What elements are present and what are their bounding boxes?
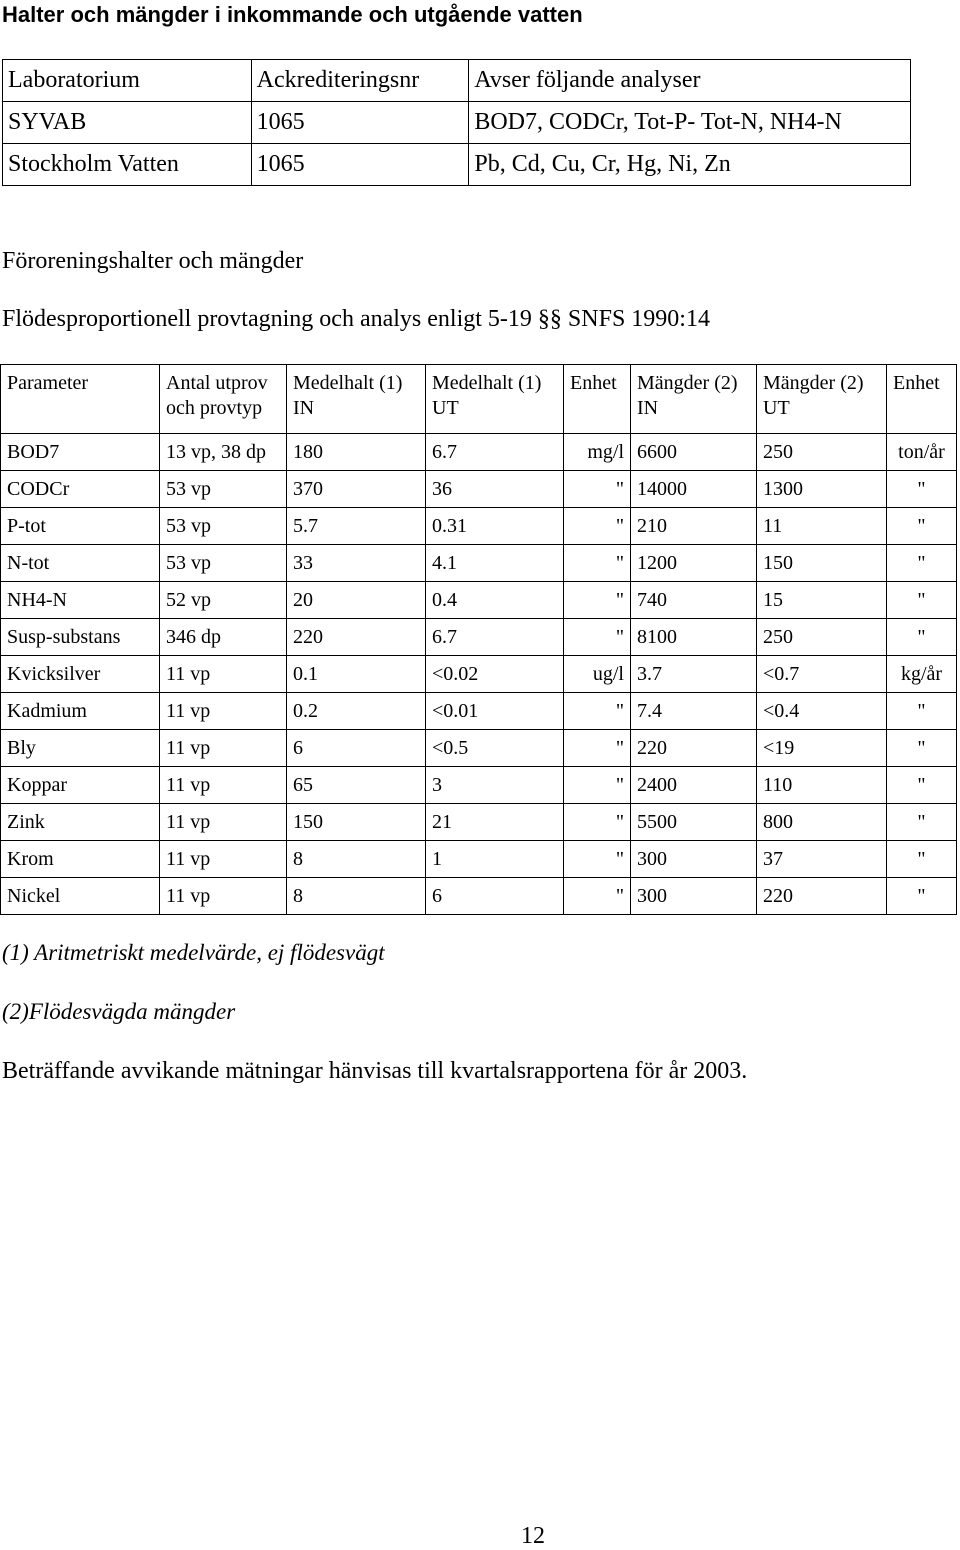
table-cell: 370 xyxy=(287,471,426,508)
method-description: Flödesproportionell provtagning och analys enligt 5-19 §§ SNFS 1990:14 xyxy=(2,306,710,332)
column-header-line: Antal utprov xyxy=(166,372,268,394)
table-cell: 14000 xyxy=(631,471,757,508)
table-cell: 11 vp xyxy=(160,767,287,804)
column-header-line: Medelhalt (1) xyxy=(432,372,542,394)
table-cell: 800 xyxy=(757,804,887,841)
table-cell: " xyxy=(564,471,631,508)
page-title: Halter och mängder i inkommande och utgående vatten xyxy=(2,2,583,27)
table-cell: 0.4 xyxy=(426,582,564,619)
table-cell: 1200 xyxy=(631,545,757,582)
table-cell: " xyxy=(887,619,957,656)
table-cell: CODCr xyxy=(1,471,160,508)
column-header-line: Enhet xyxy=(570,372,617,394)
table-cell: " xyxy=(564,619,631,656)
table-cell: 150 xyxy=(757,545,887,582)
table-cell: <0.5 xyxy=(426,730,564,767)
table-cell: 11 vp xyxy=(160,693,287,730)
table-cell: 6.7 xyxy=(426,619,564,656)
table-cell: " xyxy=(887,693,957,730)
column-header: Avser följande analyser xyxy=(469,60,911,102)
footnote-2: (2)Flödesvägda mängder xyxy=(2,999,236,1024)
column-header xyxy=(160,365,287,434)
table-row xyxy=(1,767,957,804)
table-cell: Kadmium xyxy=(1,693,160,730)
column-header xyxy=(564,365,631,434)
column-header xyxy=(631,365,757,434)
table-cell: " xyxy=(887,804,957,841)
table-cell: " xyxy=(564,767,631,804)
table-cell: 0.2 xyxy=(287,693,426,730)
table-row xyxy=(1,656,957,693)
table-row xyxy=(3,144,911,186)
column-header: Laboratorium xyxy=(3,60,252,102)
table-cell: 11 xyxy=(757,508,887,545)
table-cell: " xyxy=(564,693,631,730)
table-cell: NH4-N xyxy=(1,582,160,619)
table-row xyxy=(1,471,957,508)
table-cell: 7.4 xyxy=(631,693,757,730)
column-header xyxy=(287,365,426,434)
column-header-line: Medelhalt (1) xyxy=(293,372,403,394)
table-cell: ton/år xyxy=(887,434,957,471)
table-row xyxy=(1,582,957,619)
table-cell: 346 dp xyxy=(160,619,287,656)
table-cell: mg/l xyxy=(564,434,631,471)
table-cell: N-tot xyxy=(1,545,160,582)
table-cell: 53 vp xyxy=(160,471,287,508)
table-cell: 220 xyxy=(631,730,757,767)
table-cell: " xyxy=(887,508,957,545)
table-cell: kg/år xyxy=(887,656,957,693)
footnote-1: (1) Aritmetriskt medelvärde, ej flödesvägt xyxy=(2,940,385,965)
table-cell: 110 xyxy=(757,767,887,804)
table-cell: 36 xyxy=(426,471,564,508)
table-cell: Krom xyxy=(1,841,160,878)
table-cell: 5.7 xyxy=(287,508,426,545)
table-cell: " xyxy=(564,545,631,582)
table-cell: 210 xyxy=(631,508,757,545)
table-cell: 6.7 xyxy=(426,434,564,471)
table-cell: " xyxy=(887,767,957,804)
table-row xyxy=(1,619,957,656)
table-cell: 8 xyxy=(287,878,426,915)
table-cell: 3 xyxy=(426,767,564,804)
table-cell: Kvicksilver xyxy=(1,656,160,693)
table-cell: 33 xyxy=(287,545,426,582)
note-text: Beträffande avvikande mätningar hänvisas till kvartalsrapportena för år 2003. xyxy=(2,1058,748,1084)
table-cell: 180 xyxy=(287,434,426,471)
table-cell: Nickel xyxy=(1,878,160,915)
section-heading: Föroreningshalter och mängder xyxy=(2,248,304,274)
table-cell: " xyxy=(564,841,631,878)
table-row xyxy=(1,545,957,582)
table-cell: 250 xyxy=(757,619,887,656)
table-cell: <19 xyxy=(757,730,887,767)
table-cell: " xyxy=(887,545,957,582)
table-cell: 1065 xyxy=(251,102,469,144)
table-cell: 11 vp xyxy=(160,730,287,767)
table-cell: " xyxy=(564,804,631,841)
table-cell: 8100 xyxy=(631,619,757,656)
table-cell: SYVAB xyxy=(3,102,252,144)
column-header-line: Enhet xyxy=(893,372,940,394)
table-cell: " xyxy=(887,730,957,767)
column-header-line: IN xyxy=(637,397,659,419)
table-cell: Zink xyxy=(1,804,160,841)
table-cell: 220 xyxy=(287,619,426,656)
table-cell: 4.1 xyxy=(426,545,564,582)
table-cell: 65 xyxy=(287,767,426,804)
table-cell: 8 xyxy=(287,841,426,878)
column-header-line: Mängder (2) xyxy=(763,372,864,394)
column-header xyxy=(887,365,957,434)
table-row xyxy=(1,434,957,471)
column-header-line: UT xyxy=(763,397,790,419)
table-cell: 1 xyxy=(426,841,564,878)
table-cell: 2400 xyxy=(631,767,757,804)
table-cell: Koppar xyxy=(1,767,160,804)
table-cell: 740 xyxy=(631,582,757,619)
table-cell: 5500 xyxy=(631,804,757,841)
table-cell: Stockholm Vatten xyxy=(3,144,252,186)
table-cell: 15 xyxy=(757,582,887,619)
table-cell: Bly xyxy=(1,730,160,767)
table-cell: 300 xyxy=(631,878,757,915)
table-row xyxy=(3,102,911,144)
table-cell: 6 xyxy=(426,878,564,915)
table-cell: 21 xyxy=(426,804,564,841)
table-cell: ug/l xyxy=(564,656,631,693)
table-row xyxy=(1,693,957,730)
table-cell: 11 vp xyxy=(160,656,287,693)
column-header: Ackrediteringsnr xyxy=(251,60,469,102)
table-header-row xyxy=(1,365,957,434)
table-cell: 3.7 xyxy=(631,656,757,693)
table-cell: BOD7, CODCr, Tot-P- Tot-N, NH4-N xyxy=(469,102,911,144)
table-cell: 52 vp xyxy=(160,582,287,619)
table-cell: " xyxy=(564,878,631,915)
table-cell: 220 xyxy=(757,878,887,915)
table-cell: 37 xyxy=(757,841,887,878)
table-cell: 1300 xyxy=(757,471,887,508)
column-header-line: UT xyxy=(432,397,459,419)
table-cell: 300 xyxy=(631,841,757,878)
table-cell: 11 vp xyxy=(160,804,287,841)
laboratory-table xyxy=(2,59,911,186)
table-cell: <0.01 xyxy=(426,693,564,730)
table-cell: " xyxy=(887,878,957,915)
table-row xyxy=(1,841,957,878)
table-row xyxy=(1,508,957,545)
column-header-line: och provtyp xyxy=(166,397,263,419)
column-header-line: Mängder (2) xyxy=(637,372,738,394)
table-cell: 1065 xyxy=(251,144,469,186)
table-cell: " xyxy=(887,471,957,508)
table-cell: <0.7 xyxy=(757,656,887,693)
table-cell: " xyxy=(564,730,631,767)
table-cell: Susp-substans xyxy=(1,619,160,656)
column-header xyxy=(1,365,160,434)
column-header-line: IN xyxy=(293,397,315,419)
table-cell: 13 vp, 38 dp xyxy=(160,434,287,471)
pollutant-table xyxy=(0,364,957,915)
column-header-line: Parameter xyxy=(7,372,89,394)
table-cell: <0.02 xyxy=(426,656,564,693)
column-header xyxy=(426,365,564,434)
table-cell: 20 xyxy=(287,582,426,619)
table-cell: <0.4 xyxy=(757,693,887,730)
table-cell: 0.1 xyxy=(287,656,426,693)
table-cell: 53 vp xyxy=(160,508,287,545)
table-header-row xyxy=(3,60,911,102)
table-row xyxy=(1,730,957,767)
column-header xyxy=(757,365,887,434)
table-cell: 6 xyxy=(287,730,426,767)
table-cell: BOD7 xyxy=(1,434,160,471)
table-cell: 250 xyxy=(757,434,887,471)
table-cell: 150 xyxy=(287,804,426,841)
table-cell: " xyxy=(564,582,631,619)
table-cell: 11 vp xyxy=(160,841,287,878)
table-cell: " xyxy=(887,841,957,878)
table-row xyxy=(1,878,957,915)
table-cell: 11 vp xyxy=(160,878,287,915)
table-cell: Pb, Cd, Cu, Cr, Hg, Ni, Zn xyxy=(469,144,911,186)
table-row xyxy=(1,804,957,841)
page-number: 12 xyxy=(521,1523,545,1549)
table-cell: P-tot xyxy=(1,508,160,545)
table-cell: " xyxy=(887,582,957,619)
table-cell: 6600 xyxy=(631,434,757,471)
table-cell: " xyxy=(564,508,631,545)
table-cell: 0.31 xyxy=(426,508,564,545)
table-cell: 53 vp xyxy=(160,545,287,582)
